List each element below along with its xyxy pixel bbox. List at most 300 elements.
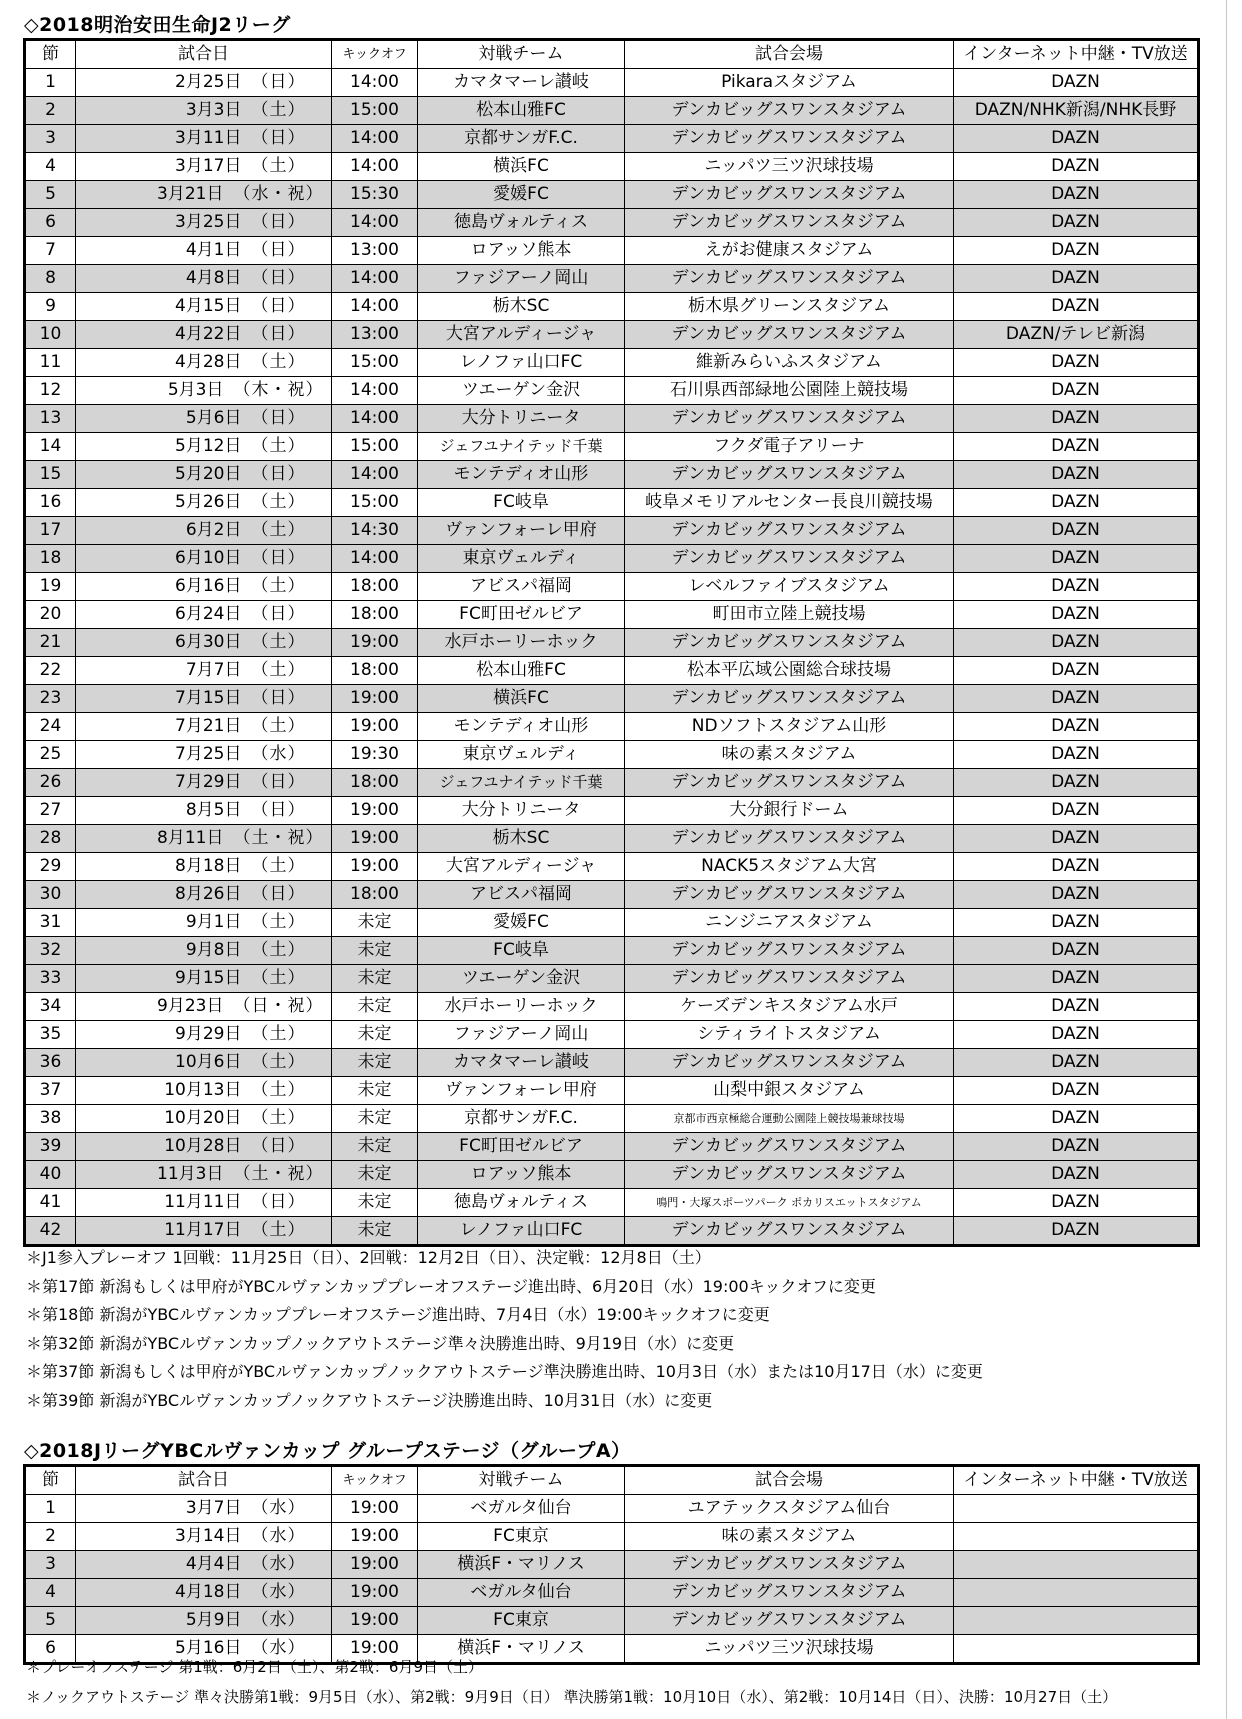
match-date: 4月22日 xyxy=(175,324,242,344)
match-date: 8月26日 xyxy=(175,884,242,904)
venue-cell: ユアテックスタジアム仙台 xyxy=(625,1495,954,1523)
match-date: 5月6日 xyxy=(185,408,242,428)
match-weekday: （水） xyxy=(251,1526,306,1546)
opponent-cell: アビスパ福岡 xyxy=(418,881,625,909)
date-cell xyxy=(76,741,332,769)
round-cell: 2 xyxy=(25,97,76,125)
table-row xyxy=(25,125,1199,153)
match-date: 10月6日 xyxy=(175,1052,242,1072)
table-row xyxy=(25,489,1199,517)
broadcast-cell: DAZN xyxy=(954,349,1199,377)
match-date: 10月13日 xyxy=(164,1080,242,1100)
kickoff-cell: 未定 xyxy=(332,1021,418,1049)
match-date: 10月20日 xyxy=(164,1108,242,1128)
broadcast-cell: DAZN xyxy=(954,489,1199,517)
date-cell xyxy=(76,1523,332,1551)
opponent-cell: FC町田ゼルビア xyxy=(418,601,625,629)
date-cell xyxy=(76,685,332,713)
round-cell: 19 xyxy=(25,573,76,601)
broadcast-cell: DAZN xyxy=(954,265,1199,293)
round-cell: 30 xyxy=(25,881,76,909)
match-date: 4月15日 xyxy=(175,296,242,316)
match-weekday: （日） xyxy=(251,884,306,904)
kickoff-cell: 14:00 xyxy=(332,209,418,237)
broadcast-cell: DAZN xyxy=(954,573,1199,601)
opponent-cell: 栃木SC xyxy=(418,293,625,321)
date-cell xyxy=(76,965,332,993)
venue-cell: えがお健康スタジアム xyxy=(625,237,954,265)
header-round: 節 xyxy=(25,40,76,69)
match-date: 5月20日 xyxy=(175,464,242,484)
date-cell xyxy=(76,349,332,377)
header-opponent: 対戦チーム xyxy=(418,40,625,69)
opponent-cell: カマタマーレ讃岐 xyxy=(418,69,625,97)
header-kickoff: キックオフ xyxy=(332,1466,418,1495)
broadcast-cell xyxy=(954,1523,1199,1551)
venue-cell: デンカビッグスワンスタジアム xyxy=(625,965,954,993)
match-date: 5月26日 xyxy=(175,492,242,512)
date-cell xyxy=(76,1551,332,1579)
header-broadcast: インターネット中継・TV放送 xyxy=(954,40,1199,69)
table-row xyxy=(25,1551,1199,1579)
venue-cell: デンカビッグスワンスタジアム xyxy=(625,517,954,545)
venue-cell: デンカビッグスワンスタジアム xyxy=(625,629,954,657)
date-cell xyxy=(76,909,332,937)
round-cell: 17 xyxy=(25,517,76,545)
date-cell xyxy=(76,1133,332,1161)
broadcast-cell: DAZN xyxy=(954,69,1199,97)
round-cell: 11 xyxy=(25,349,76,377)
broadcast-cell: DAZN/テレビ新潟 xyxy=(954,321,1199,349)
match-date: 7月21日 xyxy=(175,716,242,736)
venue-cell: デンカビッグスワンスタジアム xyxy=(625,125,954,153)
kickoff-cell: 19:00 xyxy=(332,1607,418,1635)
venue-cell: レベルファイブスタジアム xyxy=(625,573,954,601)
round-cell: 24 xyxy=(25,713,76,741)
venue-cell: デンカビッグスワンスタジアム xyxy=(625,1133,954,1161)
opponent-cell: アビスパ福岡 xyxy=(418,573,625,601)
kickoff-cell: 19:00 xyxy=(332,1635,418,1664)
match-weekday: （土） xyxy=(251,716,306,736)
opponent-cell: 大宮アルディージャ xyxy=(418,853,625,881)
table-row xyxy=(25,629,1199,657)
match-date: 6月10日 xyxy=(175,548,242,568)
match-date: 11月3日 xyxy=(157,1164,224,1184)
broadcast-cell: DAZN xyxy=(954,293,1199,321)
date-cell xyxy=(76,153,332,181)
j2-schedule-table xyxy=(23,38,1200,1247)
match-weekday: （土・祝） xyxy=(233,828,324,848)
kickoff-cell: 15:00 xyxy=(332,489,418,517)
match-weekday: （日） xyxy=(251,464,306,484)
round-cell: 1 xyxy=(25,69,76,97)
match-weekday: （土） xyxy=(251,856,306,876)
date-cell xyxy=(76,1049,332,1077)
date-cell xyxy=(76,97,332,125)
broadcast-cell: DAZN xyxy=(954,461,1199,489)
match-weekday: （日） xyxy=(251,1192,306,1212)
kickoff-cell: 14:00 xyxy=(332,293,418,321)
note-line: ＊第18節 新潟がYBCルヴァンカッププレーオフステージ進出時、7月4日（水）19:00キックオフに変更 xyxy=(26,1305,770,1324)
match-weekday: （土） xyxy=(251,1080,306,1100)
note-line: ＊J1参入プレーオフ 1回戦：11月25日（日）、2回戦：12月2日（日）、決定戦：12月8日（土） xyxy=(26,1248,711,1267)
broadcast-cell: DAZN xyxy=(954,377,1199,405)
kickoff-cell: 未定 xyxy=(332,993,418,1021)
date-cell xyxy=(76,69,332,97)
round-cell: 12 xyxy=(25,377,76,405)
note-line: ＊第17節 新潟もしくは甲府がYBCルヴァンカッププレーオフステージ進出時、6月20日（水）19:00キックオフに変更 xyxy=(26,1276,876,1296)
broadcast-cell: DAZN xyxy=(954,181,1199,209)
date-cell xyxy=(76,881,332,909)
broadcast-cell: DAZN xyxy=(954,797,1199,825)
match-weekday: （日） xyxy=(251,1136,306,1156)
opponent-cell: ファジアーノ岡山 xyxy=(418,265,625,293)
match-weekday: （土） xyxy=(251,1052,306,1072)
opponent-cell: ジェフユナイテッド千葉 xyxy=(418,769,625,797)
venue-cell: 栃木県グリーンスタジアム xyxy=(625,293,954,321)
match-date: 9月23日 xyxy=(157,996,224,1016)
match-weekday: （日） xyxy=(251,268,306,288)
table-row xyxy=(25,405,1199,433)
match-weekday: （日） xyxy=(251,688,306,708)
date-cell xyxy=(76,1495,332,1523)
table-row xyxy=(25,1161,1199,1189)
venue-cell: デンカビッグスワンスタジアム xyxy=(625,405,954,433)
header-round: 節 xyxy=(25,1466,76,1495)
table-row xyxy=(25,713,1199,741)
round-cell: 31 xyxy=(25,909,76,937)
table-row xyxy=(25,237,1199,265)
match-date: 5月9日 xyxy=(185,1610,242,1630)
broadcast-cell: DAZN xyxy=(954,1217,1199,1246)
table-row xyxy=(25,1021,1199,1049)
date-cell xyxy=(76,181,332,209)
match-weekday: （水） xyxy=(251,1610,306,1630)
opponent-cell: FC東京 xyxy=(418,1607,625,1635)
note-line: ＊第32節 新潟がYBCルヴァンカップノックアウトステージ準々決勝進出時、9月19日（水）に変更 xyxy=(26,1333,735,1353)
match-date: 7月29日 xyxy=(175,772,242,792)
round-cell: 8 xyxy=(25,265,76,293)
match-weekday: （水） xyxy=(251,744,306,764)
table-row xyxy=(25,657,1199,685)
broadcast-cell xyxy=(954,1607,1199,1635)
opponent-cell: ベガルタ仙台 xyxy=(418,1495,625,1523)
venue-cell: 大分銀行ドーム xyxy=(625,797,954,825)
kickoff-cell: 18:00 xyxy=(332,573,418,601)
kickoff-cell: 19:00 xyxy=(332,1551,418,1579)
table-row xyxy=(25,601,1199,629)
date-cell xyxy=(76,1189,332,1217)
opponent-cell: 徳島ヴォルティス xyxy=(418,1189,625,1217)
table-row xyxy=(25,1495,1199,1523)
opponent-cell: ベガルタ仙台 xyxy=(418,1579,625,1607)
header-kickoff: キックオフ xyxy=(332,40,418,69)
opponent-cell: ファジアーノ岡山 xyxy=(418,1021,625,1049)
round-cell: 28 xyxy=(25,825,76,853)
match-weekday: （土） xyxy=(251,1024,306,1044)
table-row xyxy=(25,153,1199,181)
kickoff-cell: 14:00 xyxy=(332,153,418,181)
venue-cell: デンカビッグスワンスタジアム xyxy=(625,1579,954,1607)
date-cell xyxy=(76,713,332,741)
venue-cell: デンカビッグスワンスタジアム xyxy=(625,97,954,125)
table-row xyxy=(25,69,1199,97)
match-weekday: （日） xyxy=(251,128,306,148)
venue-cell: デンカビッグスワンスタジアム xyxy=(625,1607,954,1635)
broadcast-cell: DAZN xyxy=(954,433,1199,461)
page-edge-line xyxy=(1226,0,1227,1719)
match-date: 3月3日 xyxy=(185,100,242,120)
date-cell xyxy=(76,1217,332,1246)
date-cell xyxy=(76,517,332,545)
table-row xyxy=(25,181,1199,209)
date-cell xyxy=(76,461,332,489)
broadcast-cell: DAZN xyxy=(954,881,1199,909)
broadcast-cell: DAZN xyxy=(954,517,1199,545)
round-cell: 1 xyxy=(25,1495,76,1523)
opponent-cell: 東京ヴェルディ xyxy=(418,545,625,573)
match-date: 7月15日 xyxy=(175,688,242,708)
opponent-cell: レノファ山口FC xyxy=(418,349,625,377)
opponent-cell: 京都サンガF.C. xyxy=(418,1105,625,1133)
match-weekday: （土） xyxy=(251,436,306,456)
broadcast-cell: DAZN xyxy=(954,685,1199,713)
opponent-cell: FC町田ゼルビア xyxy=(418,1133,625,1161)
table-row xyxy=(25,573,1199,601)
opponent-cell: カマタマーレ讃岐 xyxy=(418,1049,625,1077)
date-cell xyxy=(76,797,332,825)
note-line: ＊第39節 新潟がYBCルヴァンカップノックアウトステージ決勝進出時、10月31日（水）に変更 xyxy=(26,1390,713,1410)
kickoff-cell: 未定 xyxy=(332,1049,418,1077)
venue-cell: デンカビッグスワンスタジアム xyxy=(625,1551,954,1579)
table-row xyxy=(25,377,1199,405)
broadcast-cell: DAZN xyxy=(954,825,1199,853)
opponent-cell: ツエーゲン金沢 xyxy=(418,965,625,993)
broadcast-cell: DAZN xyxy=(954,965,1199,993)
table-row xyxy=(25,769,1199,797)
venue-cell: デンカビッグスワンスタジアム xyxy=(625,181,954,209)
date-cell xyxy=(76,1161,332,1189)
opponent-cell: 愛媛FC xyxy=(418,181,625,209)
kickoff-cell: 14:00 xyxy=(332,545,418,573)
kickoff-cell: 未定 xyxy=(332,937,418,965)
kickoff-cell: 18:00 xyxy=(332,881,418,909)
match-date: 3月11日 xyxy=(175,128,242,148)
match-date: 5月3日 xyxy=(167,380,224,400)
match-weekday: （日） xyxy=(251,324,306,344)
opponent-cell: レノファ山口FC xyxy=(418,1217,625,1246)
venue-cell: デンカビッグスワンスタジアム xyxy=(625,545,954,573)
venue-cell: デンカビッグスワンスタジアム xyxy=(625,321,954,349)
venue-cell: ニッパツ三ツ沢球技場 xyxy=(625,153,954,181)
match-date: 5月16日 xyxy=(175,1638,242,1658)
date-cell xyxy=(76,1607,332,1635)
cup-title: ◇2018JリーグYBCルヴァンカップ グループステージ（グループA） xyxy=(24,1440,631,1462)
opponent-cell: 大分トリニータ xyxy=(418,405,625,433)
date-cell xyxy=(76,769,332,797)
venue-cell: 味の素スタジアム xyxy=(625,741,954,769)
kickoff-cell: 19:00 xyxy=(332,1579,418,1607)
kickoff-cell: 19:00 xyxy=(332,853,418,881)
broadcast-cell: DAZN xyxy=(954,993,1199,1021)
date-cell xyxy=(76,853,332,881)
match-date: 3月25日 xyxy=(175,212,242,232)
broadcast-cell: DAZN xyxy=(954,1077,1199,1105)
note-line: ＊ノックアウトステージ 準々決勝第1戦：9月5日（水）、第2戦：9月9日（日） 準決勝第1戦：10月10日（水）、第2戦：10月14日（日）、決勝：10月27日（土） xyxy=(26,1688,1118,1706)
broadcast-cell: DAZN xyxy=(954,853,1199,881)
cup-schedule-table xyxy=(23,1464,1200,1665)
opponent-cell: ヴァンフォーレ甲府 xyxy=(418,517,625,545)
round-cell: 22 xyxy=(25,657,76,685)
round-cell: 33 xyxy=(25,965,76,993)
opponent-cell: モンテディオ山形 xyxy=(418,713,625,741)
match-date: 8月11日 xyxy=(157,828,224,848)
match-date: 4月18日 xyxy=(175,1582,242,1602)
table-row xyxy=(25,349,1199,377)
match-weekday: （土・祝） xyxy=(233,1164,324,1184)
broadcast-cell xyxy=(954,1551,1199,1579)
broadcast-cell: DAZN xyxy=(954,1189,1199,1217)
kickoff-cell: 13:00 xyxy=(332,237,418,265)
match-weekday: （土） xyxy=(251,352,306,372)
kickoff-cell: 19:00 xyxy=(332,797,418,825)
broadcast-cell: DAZN xyxy=(954,629,1199,657)
kickoff-cell: 未定 xyxy=(332,1077,418,1105)
match-weekday: （日） xyxy=(251,408,306,428)
kickoff-cell: 15:00 xyxy=(332,349,418,377)
broadcast-cell: DAZN/NHK新潟/NHK長野 xyxy=(954,97,1199,125)
broadcast-cell: DAZN xyxy=(954,909,1199,937)
broadcast-cell: DAZN xyxy=(954,1021,1199,1049)
match-weekday: （日） xyxy=(251,212,306,232)
match-date: 11月17日 xyxy=(164,1220,242,1240)
venue-cell: フクダ電子アリーナ xyxy=(625,433,954,461)
match-date: 6月16日 xyxy=(175,576,242,596)
match-date: 6月30日 xyxy=(175,632,242,652)
match-weekday: （土） xyxy=(251,520,306,540)
match-date: 9月15日 xyxy=(175,968,242,988)
round-cell: 4 xyxy=(25,153,76,181)
table-row xyxy=(25,97,1199,125)
venue-cell: ニッパツ三ツ沢球技場 xyxy=(625,1635,954,1664)
opponent-cell: 徳島ヴォルティス xyxy=(418,209,625,237)
table-row xyxy=(25,321,1199,349)
round-cell: 9 xyxy=(25,293,76,321)
round-cell: 37 xyxy=(25,1077,76,1105)
match-weekday: （土） xyxy=(251,940,306,960)
venue-cell: 松本平広域公園総合球技場 xyxy=(625,657,954,685)
match-date: 7月25日 xyxy=(175,744,242,764)
table-row xyxy=(25,1105,1199,1133)
kickoff-cell: 18:00 xyxy=(332,769,418,797)
table-row xyxy=(25,1579,1199,1607)
table-row xyxy=(25,545,1199,573)
table-row xyxy=(25,685,1199,713)
kickoff-cell: 未定 xyxy=(332,1133,418,1161)
venue-cell: デンカビッグスワンスタジアム xyxy=(625,209,954,237)
kickoff-cell: 未定 xyxy=(332,1105,418,1133)
match-weekday: （水） xyxy=(251,1554,306,1574)
table-row xyxy=(25,1607,1199,1635)
broadcast-cell: DAZN xyxy=(954,937,1199,965)
opponent-cell: 横浜FC xyxy=(418,685,625,713)
broadcast-cell: DAZN xyxy=(954,713,1199,741)
round-cell: 27 xyxy=(25,797,76,825)
opponent-cell: 京都サンガF.C. xyxy=(418,125,625,153)
opponent-cell: ヴァンフォーレ甲府 xyxy=(418,1077,625,1105)
table-row xyxy=(25,1133,1199,1161)
round-cell: 21 xyxy=(25,629,76,657)
venue-cell: デンカビッグスワンスタジアム xyxy=(625,769,954,797)
header-date: 試合日 xyxy=(76,1466,332,1495)
match-date: 5月12日 xyxy=(175,436,242,456)
round-cell: 38 xyxy=(25,1105,76,1133)
broadcast-cell: DAZN xyxy=(954,545,1199,573)
broadcast-cell xyxy=(954,1579,1199,1607)
kickoff-cell: 14:00 xyxy=(332,125,418,153)
venue-cell: ケーズデンキスタジアム水戸 xyxy=(625,993,954,1021)
kickoff-cell: 未定 xyxy=(332,1161,418,1189)
kickoff-cell: 14:00 xyxy=(332,405,418,433)
table-header-row xyxy=(25,1466,1199,1495)
kickoff-cell: 19:00 xyxy=(332,825,418,853)
broadcast-cell: DAZN xyxy=(954,1161,1199,1189)
venue-cell: 山梨中銀スタジアム xyxy=(625,1077,954,1105)
match-weekday: （日） xyxy=(251,548,306,568)
match-weekday: （土） xyxy=(251,576,306,596)
venue-cell: デンカビッグスワンスタジアム xyxy=(625,937,954,965)
kickoff-cell: 14:00 xyxy=(332,69,418,97)
opponent-cell: 横浜FC xyxy=(418,153,625,181)
round-cell: 4 xyxy=(25,1579,76,1607)
table-row xyxy=(25,1217,1199,1246)
broadcast-cell: DAZN xyxy=(954,405,1199,433)
header-venue: 試合会場 xyxy=(625,1466,954,1495)
broadcast-cell: DAZN xyxy=(954,601,1199,629)
match-date: 4月28日 xyxy=(175,352,242,372)
kickoff-cell: 19:00 xyxy=(332,685,418,713)
venue-cell: デンカビッグスワンスタジアム xyxy=(625,685,954,713)
table-row xyxy=(25,265,1199,293)
broadcast-cell: DAZN xyxy=(954,769,1199,797)
opponent-cell: FC岐阜 xyxy=(418,489,625,517)
round-cell: 6 xyxy=(25,209,76,237)
venue-cell: デンカビッグスワンスタジアム xyxy=(625,1217,954,1246)
table-row xyxy=(25,825,1199,853)
header-date: 試合日 xyxy=(76,40,332,69)
match-weekday: （土） xyxy=(251,156,306,176)
round-cell: 25 xyxy=(25,741,76,769)
date-cell xyxy=(76,545,332,573)
kickoff-cell: 14:00 xyxy=(332,461,418,489)
table-row xyxy=(25,1523,1199,1551)
round-cell: 2 xyxy=(25,1523,76,1551)
kickoff-cell: 未定 xyxy=(332,965,418,993)
note-line: ＊第37節 新潟もしくは甲府がYBCルヴァンカップノックアウトステージ準決勝進出時、10月3日（水）または10月17日（水）に変更 xyxy=(26,1362,983,1381)
round-cell: 29 xyxy=(25,853,76,881)
table-row xyxy=(25,965,1199,993)
date-cell xyxy=(76,629,332,657)
venue-cell: 京都市西京極総合運動公園陸上競技場兼球技場 xyxy=(625,1105,954,1133)
match-weekday: （土） xyxy=(251,100,306,120)
opponent-cell: 横浜F・マリノス xyxy=(418,1635,625,1664)
match-weekday: （水） xyxy=(251,1582,306,1602)
round-cell: 13 xyxy=(25,405,76,433)
match-weekday: （土） xyxy=(251,1108,306,1128)
date-cell xyxy=(76,489,332,517)
date-cell xyxy=(76,237,332,265)
match-date: 9月29日 xyxy=(175,1024,242,1044)
